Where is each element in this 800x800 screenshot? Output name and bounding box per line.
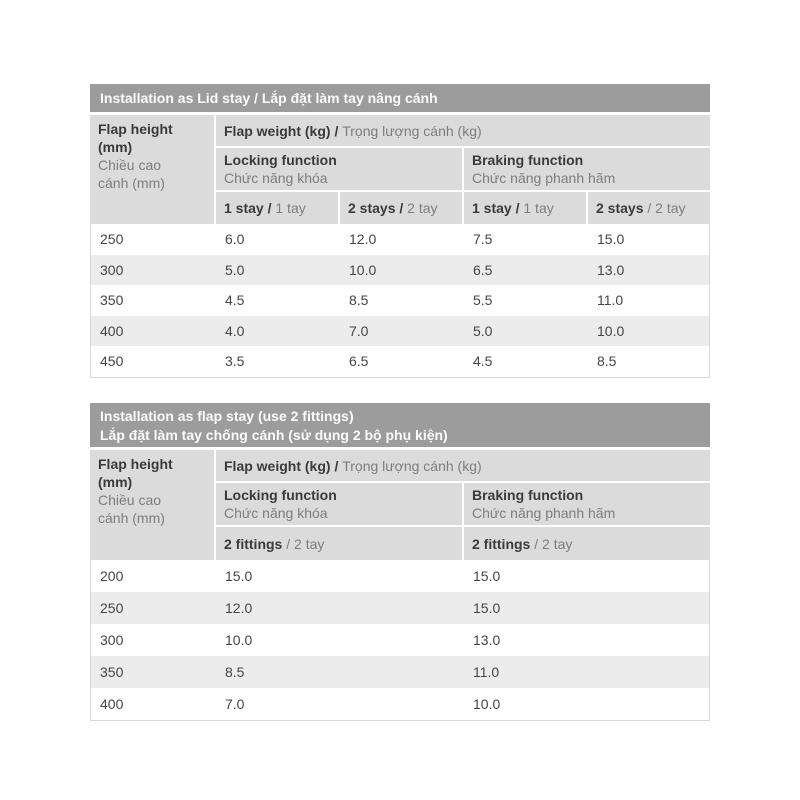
value-cell: 15.0 — [473, 568, 501, 584]
table-row — [91, 316, 709, 347]
row-height-cell: 450 — [100, 353, 124, 370]
value-cell: 6.5 — [349, 353, 369, 370]
stay-col-4-vi: / 2 tay — [647, 200, 686, 216]
flap-height-vi-line1: Chiều cao — [98, 157, 162, 173]
braking-function-vi: Chức năng phanh hãm — [472, 170, 616, 186]
stay-col-2-en: 2 stays / — [348, 200, 404, 216]
fittings-col-1-en: 2 fittings — [224, 535, 283, 552]
flap-height-header-cell — [90, 450, 214, 560]
flap-height-vi-line2: cánh (mm) — [98, 510, 165, 526]
table-row — [91, 255, 709, 286]
fittings-col-header-1 — [216, 527, 462, 560]
flap-height-en-line1: Flap height — [98, 456, 173, 472]
stay-col-header-4 — [588, 192, 710, 224]
flap-height-vi-line2: cánh (mm) — [98, 175, 165, 191]
value-cell: 13.0 — [473, 632, 501, 648]
flap-weight-vi: Trọng lượng cánh (kg) — [342, 457, 482, 474]
stay-col-1-en: 1 stay / — [224, 200, 272, 216]
row-height-cell: 250 — [100, 600, 124, 616]
row-height-cell: 350 — [100, 292, 124, 309]
row-height-cell: 400 — [100, 322, 124, 339]
flap-stay-header-right — [216, 450, 710, 560]
braking-function-header-cell — [464, 483, 710, 525]
stay-col-header-3 — [464, 192, 586, 224]
flap-stay-title-line2: Lắp đặt làm tay chống cánh (sử dụng 2 bộ phụ kiện) — [100, 427, 448, 443]
flap-height-vi-line1: Chiều cao — [98, 492, 162, 508]
fittings-row — [216, 527, 710, 560]
flap-weight-header-cell — [216, 450, 710, 481]
flap-stay-table — [90, 403, 710, 721]
value-cell: 7.5 — [473, 231, 493, 248]
row-height-cell: 350 — [100, 664, 124, 680]
flap-weight-row — [216, 450, 710, 481]
flap-height-header-cell — [90, 115, 214, 224]
value-cell: 15.0 — [225, 568, 253, 584]
value-cell: 3.5 — [225, 353, 245, 370]
stay-col-4-en: 2 stays — [596, 200, 644, 216]
row-height-cell: 300 — [100, 261, 124, 278]
flap-weight-vi: Trọng lượng cánh (kg) — [342, 122, 482, 139]
stay-col-2-vi: 2 tay — [407, 200, 438, 216]
flap-weight-en: Flap weight (kg) / — [224, 122, 339, 139]
value-cell: 8.5 — [225, 664, 245, 680]
value-cell: 15.0 — [473, 600, 501, 616]
flap-stay-header — [90, 450, 710, 560]
stay-count-row — [216, 192, 710, 224]
locking-function-header-cell — [216, 483, 462, 525]
table-row — [91, 346, 709, 377]
row-height-cell: 200 — [100, 568, 124, 584]
lid-stay-table — [90, 84, 710, 378]
function-row — [216, 148, 710, 190]
table-row — [91, 224, 709, 255]
row-height-cell: 400 — [100, 696, 124, 712]
lid-stay-title-bar — [90, 84, 710, 112]
value-cell: 7.0 — [225, 696, 245, 712]
value-cell: 12.0 — [349, 231, 377, 248]
braking-function-en: Braking function — [472, 487, 584, 503]
value-cell: 10.0 — [597, 322, 625, 339]
flap-height-en-line1: Flap height — [98, 121, 173, 137]
locking-function-en: Locking function — [224, 152, 337, 168]
value-cell: 8.5 — [597, 353, 617, 370]
row-height-cell: 250 — [100, 231, 124, 248]
value-cell: 4.0 — [225, 322, 245, 339]
stay-col-3-vi: 1 tay — [523, 200, 554, 216]
lid-stay-title: Installation as Lid stay / Lắp đặt làm tay nâng cánh — [100, 90, 438, 106]
value-cell: 12.0 — [225, 600, 253, 616]
locking-function-header-cell — [216, 148, 462, 190]
value-cell: 4.5 — [473, 353, 493, 370]
value-cell: 10.0 — [473, 696, 501, 712]
flap-height-en-line2: (mm) — [98, 474, 133, 490]
locking-function-vi: Chức năng khóa — [224, 170, 328, 186]
value-cell: 6.0 — [225, 231, 245, 248]
value-cell: 10.0 — [349, 261, 377, 278]
flap-weight-row — [216, 115, 710, 146]
table-row — [91, 560, 709, 592]
value-cell: 5.0 — [473, 322, 493, 339]
table-row — [91, 656, 709, 688]
value-cell: 15.0 — [597, 231, 625, 248]
value-cell: 7.0 — [349, 322, 369, 339]
table-row — [91, 592, 709, 624]
fittings-col-2-vi: / 2 tay — [534, 535, 573, 552]
value-cell: 11.0 — [597, 292, 624, 309]
locking-function-en: Locking function — [224, 487, 337, 503]
flap-stay-title-line1: Installation as flap stay (use 2 fittings) — [100, 408, 354, 424]
flap-height-en-line2: (mm) — [98, 139, 133, 155]
fittings-col-header-2 — [464, 527, 710, 560]
stay-col-header-2 — [340, 192, 462, 224]
flap-stay-body — [90, 560, 710, 721]
flap-stay-title-bar — [90, 403, 710, 447]
value-cell: 8.5 — [349, 292, 369, 309]
stay-col-header-1 — [216, 192, 338, 224]
fittings-col-1-vi: / 2 tay — [286, 535, 325, 552]
lid-stay-body — [90, 224, 710, 378]
braking-function-header-cell — [464, 148, 710, 190]
braking-function-en: Braking function — [472, 152, 584, 168]
lid-stay-header — [90, 115, 710, 224]
flap-weight-en: Flap weight (kg) / — [224, 457, 339, 474]
value-cell: 5.5 — [473, 292, 493, 309]
lid-stay-header-right — [216, 115, 710, 224]
value-cell: 10.0 — [225, 632, 253, 648]
flap-weight-header-cell — [216, 115, 710, 146]
value-cell: 13.0 — [597, 261, 625, 278]
locking-function-vi: Chức năng khóa — [224, 505, 328, 521]
table-row — [91, 688, 709, 720]
function-row — [216, 483, 710, 525]
braking-function-vi: Chức năng phanh hãm — [472, 505, 616, 521]
value-cell: 11.0 — [473, 664, 500, 680]
fittings-col-2-en: 2 fittings — [472, 535, 531, 552]
stay-col-3-en: 1 stay / — [472, 200, 520, 216]
value-cell: 6.5 — [473, 261, 493, 278]
row-height-cell: 300 — [100, 632, 124, 648]
stay-col-1-vi: 1 tay — [275, 200, 306, 216]
table-row — [91, 285, 709, 316]
table-row — [91, 624, 709, 656]
value-cell: 4.5 — [225, 292, 245, 309]
value-cell: 5.0 — [225, 261, 245, 278]
